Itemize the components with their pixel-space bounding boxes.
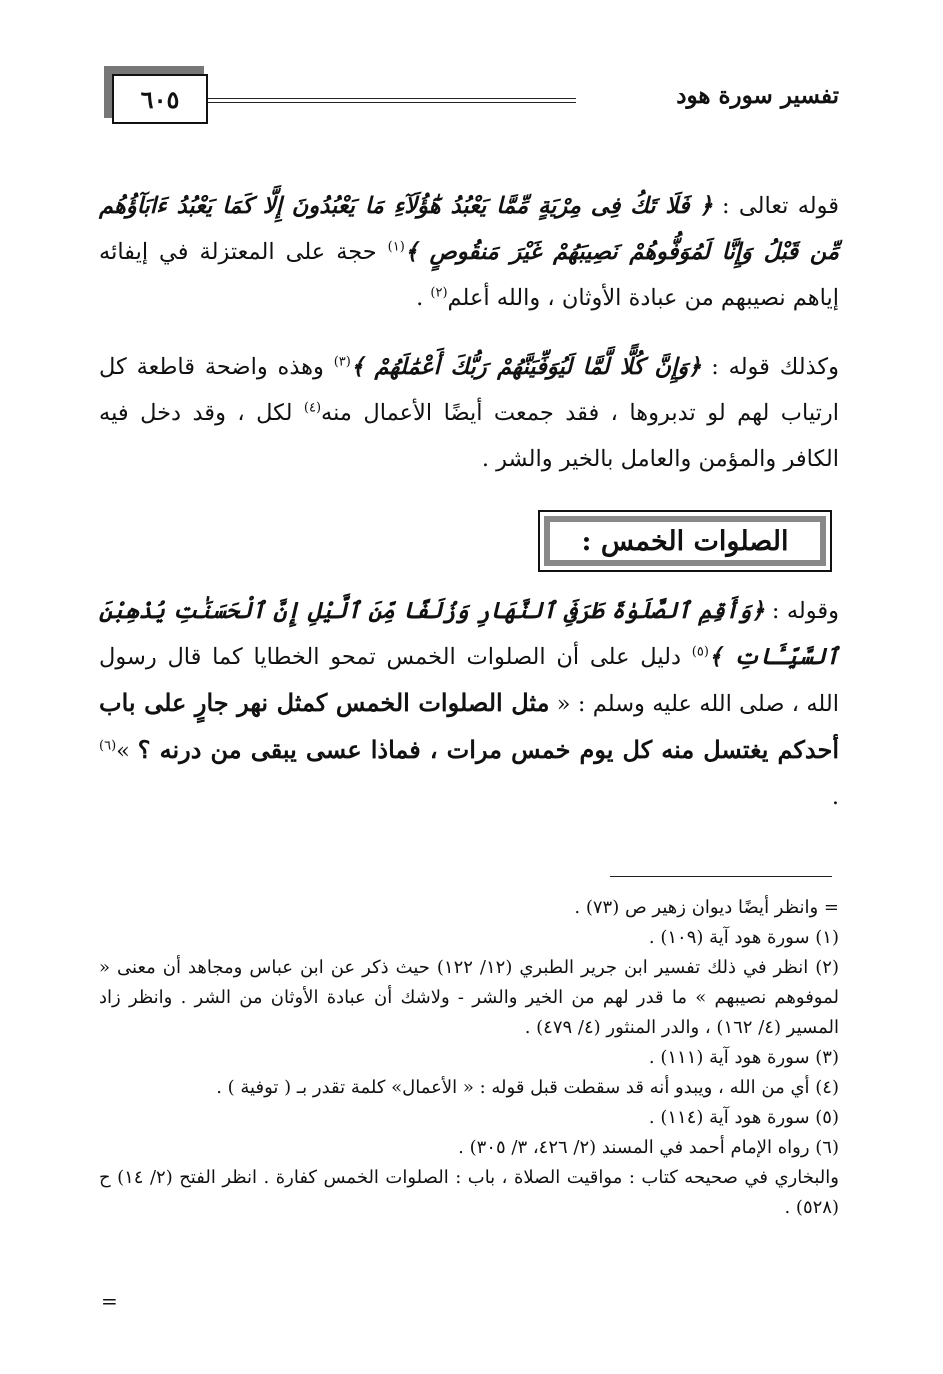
footnote-ref-5: (٥) <box>691 644 709 660</box>
footnote-ref-1: (١) <box>387 239 405 255</box>
para2-intro: وكذلك قوله : <box>701 354 839 380</box>
footnote-6: (٦) رواه الإمام أحمد في المسند (٢/ ٤٢٦، ٣/ ٣٠٥) . <box>458 1137 839 1158</box>
para2-text: وهذه واضحة قاطعة كل ارتياب لهم لو تدبروها ، فقد جمعت أيضًا الأعمال منه <box>99 354 839 426</box>
para3-intro: وقوله : <box>764 598 839 624</box>
quran-verse-2: ﴿وَإِنَّ كُلًّا لَّمَّا لَيُوَفِّيَنَّهُمْ رَبُّكَ أَعْمَٰلَهُمْ ﴾ <box>350 354 702 380</box>
para3-close-quote: » <box>116 738 138 764</box>
section-heading-frame <box>538 510 832 572</box>
running-title: تفسير سورة هود <box>676 82 839 109</box>
paragraph-2 <box>99 344 839 482</box>
quran-verse-1: ﴿ فَلَا تَكُ فِى مِرْيَةٍ مِّمَّا يَعْبُدُ هَٰٓؤُلَآءِ مَا يَعْبُدُونَ إِلَّا كَمَا يَعْبُدُ ءَابَآؤُهُم مِّن قَبْلُ وَإِنَّا لَمُوَفُّوهُمْ نَصِيبَهُمْ غَيْرَ مَنقُوصٍ ﴾ <box>99 193 839 265</box>
footnote-ref-6: (٦) <box>99 738 117 754</box>
page-number: ٦٠٥ <box>140 84 180 114</box>
para3-text: دليل على أن الصلوات الخمس تمحو الخطايا كما قال رسول الله ، صلى الله عليه وسلم : « <box>99 644 839 717</box>
para2-end: لكل ، وقد دخل فيه الكافر والمؤمن والعامل بالخير والشر . <box>99 400 839 472</box>
footnote-2: (٢) انظر في ذلك تفسير ابن جرير الطبري (١٢/ ١٢٢) حيث ذكر عن ابن عباس ومجاهد أن معنى « لموفوهم نصيبهم » ما قدر لهم من الخير والشر - ولاشك أن عبادة الأوثان من الشر . وانظر زاد المسير (٤/ ١٦٢) ، والدر المنثور (٤/ ٤٧٩) . <box>99 957 839 1038</box>
para1-text: حجة على المعتزلة في إيفائه إياهم نصيبهم من عبادة الأوثان ، والله أعلم <box>99 239 839 311</box>
para1-end: . <box>416 285 431 311</box>
section-heading: الصلوات الخمس : <box>544 516 826 566</box>
footnote-separator <box>610 876 832 877</box>
quran-verse-3: ﴿وَأَقِمِ ٱلصَّلَوٰةَ طَرَفَىِ ٱلنَّهَارِ وَزُلَفًا مِّنَ ٱلَّيْلِ إِنَّ ٱلْحَسَنَٰتِ يُذْهِبْنَ ٱلسَّيِّـَٔاتِ ﴾ <box>99 598 839 670</box>
footnotes <box>99 893 839 1223</box>
header-rule <box>206 98 576 103</box>
para1-intro: قوله تعالى : <box>712 193 839 219</box>
paragraph-1 <box>99 183 839 321</box>
hadith-quote: مثل الصلوات الخمس كمثل نهر جارٍ على باب أحدكم يغتسل منه كل يوم خمس مرات ، فماذا عسى يبقى من درنه ؟ <box>99 688 839 764</box>
para3-end: . <box>831 784 839 810</box>
page-number-box <box>112 74 208 124</box>
footnote-4: (٤) أي من الله ، ويبدو أنه قد سقطت قبل قوله : « الأعمال» كلمة تقدر بـ ( توفية ) . <box>216 1077 839 1098</box>
paragraph-3 <box>99 588 839 820</box>
footnote-3: (٣) سورة هود آية (١١١) . <box>648 1047 839 1068</box>
footnote-5: (٥) سورة هود آية (١١٤) . <box>648 1107 839 1128</box>
footnote-ref-2: (٢) <box>430 285 448 301</box>
footnote-carryover: = وانظر أيضًا ديوان زهير ص (٧٣) . <box>574 897 839 918</box>
footnote-ref-3: (٣) <box>333 354 351 370</box>
footnote-1: (١) سورة هود آية (١٠٩) . <box>648 927 839 948</box>
continuation-mark: = <box>101 1289 118 1313</box>
footnote-ref-4: (٤) <box>303 400 322 416</box>
footnote-6-continued: والبخاري في صحيحه كتاب : مواقيت الصلاة ، باب : الصلوات الخمس كفارة . انظر الفتح (٢/ ١٤) ح (٥٢٨) . <box>99 1167 839 1218</box>
